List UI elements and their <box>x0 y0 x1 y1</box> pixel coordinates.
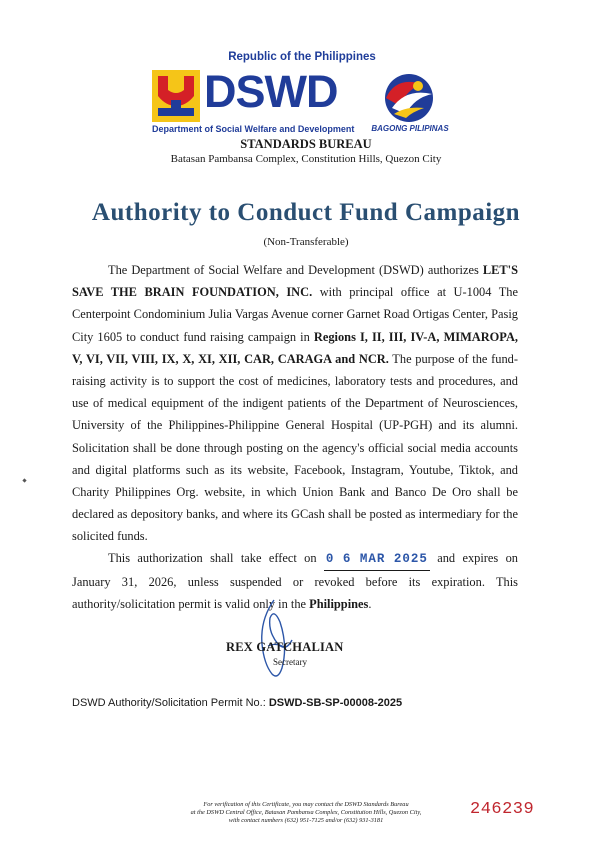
date-stamp: 0 6 MAR 2025 <box>324 548 430 571</box>
authorization-paragraph <box>72 259 518 548</box>
bagong-pilipinas-logo-icon <box>374 68 444 124</box>
para2-text-a: This authorization shall take effect on <box>108 551 324 565</box>
para2-text-d: . <box>368 597 372 612</box>
regions-list: Regions I, II, III, IV-A, MIMAROPA, V, VI, VII, VIII, IX, X, XI, XII, CAR, CARAGA and NCR. <box>72 329 519 366</box>
verification-note <box>150 801 462 825</box>
signatory-position: Secretary <box>273 657 307 667</box>
republic-label: Republic of the Philippines <box>228 51 376 63</box>
agency-acronym: DSWD <box>204 66 338 117</box>
signatory-name: REX GATCHALIAN <box>226 640 344 654</box>
document-title: Authority to Conduct Fund Campaign <box>91 199 521 226</box>
para1-text-e: The purpose of the fund-raising activity is to support the cost of medicines, laboratory tests and procedures, and use of medical equipment of the indigent patients of the Department of Neurosciences, University of the Philippines-Philippine General Hospital (UP-PGH) and its alumni. Solicitation shall be done through posting on the agency's official social media accounts and digital platforms such as its website, Facebook, Instagram, Youtube, Tiktok, and Charity Philippines Org. website, in which Union Bank and Banco De Oro shall be declared as depository banks, and where its GCash shall be posted as intermediary for the solicited funds. <box>72 351 518 544</box>
brand-label: BAGONG PILIPINAS <box>371 124 449 133</box>
para1-text-c: with principal office at U-1004 The Centerpoint Condominium Julia Vargas Avenue corner Garnet Road Ortigas Center, Pasig City 1605 to conduct fund raising campaign in <box>72 285 518 344</box>
grantee-name: LET'S SAVE THE BRAIN FOUNDATION, INC. <box>72 263 518 300</box>
bureau-address: Batasan Pambansa Complex, Constitution Hills, Quezon City <box>170 153 442 165</box>
permit-number-line <box>72 697 402 709</box>
para1-text-a: The Department of Social Welfare and Development (DSWD) authorizes <box>108 263 483 277</box>
bureau-name: STANDARDS BUREAU <box>240 137 372 151</box>
dswd-logo-icon <box>152 70 200 122</box>
para2-text-b: and expires on January 31, 2026, unless suspended or revoked before its expiration. This authority/solicitation permit is valid only in the <box>72 551 518 612</box>
footer-line: For verification of this Certificate, you may contact the DSWD Standards Bureau <box>203 801 409 808</box>
footer-line: with contact numbers (632) 951-7125 and/or (632) 931-3181 <box>228 817 384 824</box>
margin-mark <box>22 478 26 482</box>
document-subtitle: (Non-Transferable) <box>263 236 349 248</box>
permit-label: DSWD Authority/Solicitation Permit No.: <box>72 697 269 709</box>
serial-number: 246239 <box>470 800 535 819</box>
validity-country: Philippines <box>309 597 369 612</box>
permit-number: DSWD-SB-SP-00008-2025 <box>268 697 403 709</box>
agency-name: Department of Social Welfare and Development <box>152 124 355 134</box>
footer-line: at the DSWD Central Office, Batasan Pambansa Complex, Constitution Hills, Quezon City, <box>190 809 422 816</box>
